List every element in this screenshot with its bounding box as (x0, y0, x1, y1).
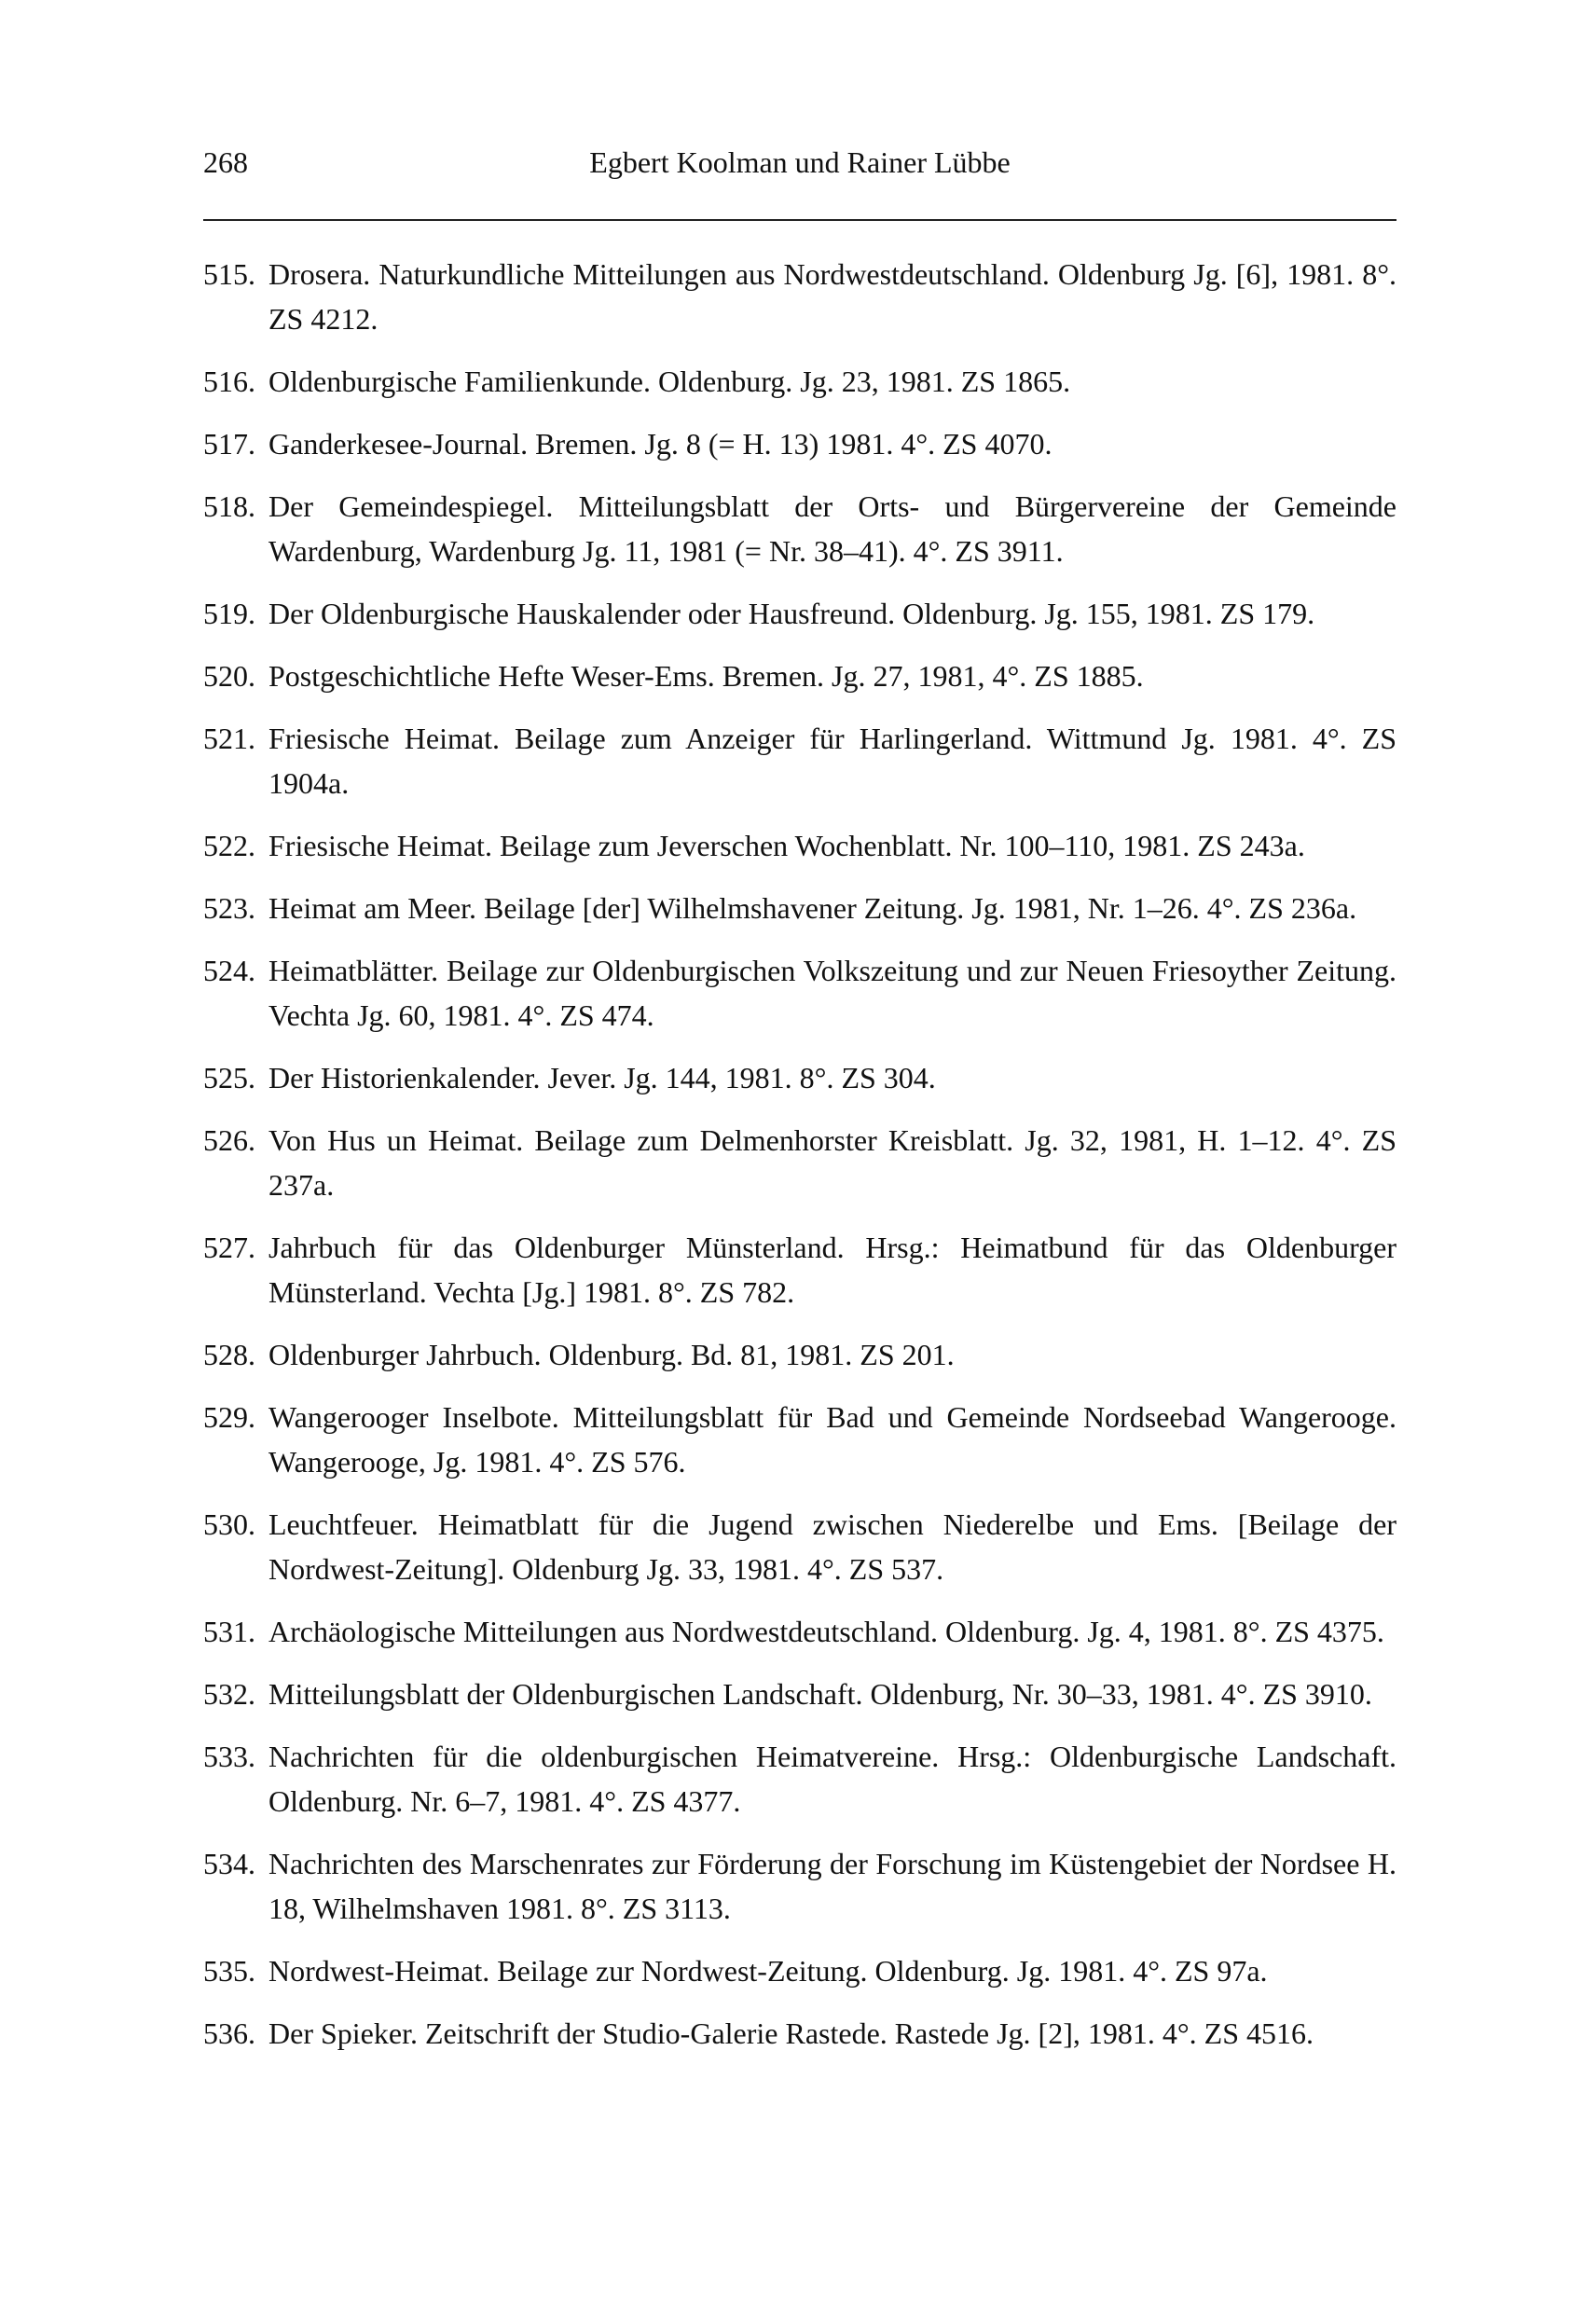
bibliography-list (203, 252, 1396, 2073)
bibliography-entry-533 (203, 1734, 1396, 1823)
bibliography-entry-516 (203, 359, 1396, 404)
entry-text: Leuchtfeuer. Heimatblatt für die Jugend zwischen Niederelbe und Ems. [Beilage der Nordwest-Zeitung]. Oldenburg Jg. 33, 1981. 4°. ZS 537. (268, 1507, 1396, 1586)
entry-text: Wangerooger Inselbote. Mitteilungsblatt für Bad und Gemeinde Nordseebad Wangerooge. Wangerooge, Jg. 1981. 4°. ZS 576. (268, 1400, 1396, 1479)
entry-text: Heimat am Meer. Beilage [der] Wilhelmshavener Zeitung. Jg. 1981, Nr. 1–26. 4°. ZS 236a. (268, 891, 1357, 925)
entry-text: Oldenburger Jahrbuch. Oldenburg. Bd. 81, 1981. ZS 201. (268, 1338, 955, 1371)
entry-number: 536. (203, 2016, 255, 2050)
entry-number: 515. (203, 257, 255, 291)
entry-number: 517. (203, 427, 255, 461)
bibliography-entry-529 (203, 1395, 1396, 1484)
entry-number: 516. (203, 365, 255, 398)
entry-text: Friesische Heimat. Beilage zum Anzeiger für Harlingerland. Wittmund Jg. 1981. 4°. ZS 1904a. (268, 722, 1396, 800)
bibliography-entry-525 (203, 1055, 1396, 1100)
entry-text: Nordwest-Heimat. Beilage zur Nordwest-Zeitung. Oldenburg. Jg. 1981. 4°. ZS 97a. (268, 1954, 1268, 1988)
entry-text: Heimatblätter. Beilage zur Oldenburgischen Volkszeitung und zur Neuen Friesoyther Zeitung. Vechta Jg. 60, 1981. 4°. ZS 474. (268, 954, 1396, 1032)
entry-text: Archäologische Mitteilungen aus Nordwestdeutschland. Oldenburg. Jg. 4, 1981. 8°. ZS 4375. (268, 1615, 1384, 1648)
entry-number: 523. (203, 891, 255, 925)
bibliography-entry-526 (203, 1118, 1396, 1207)
entry-text: Der Oldenburgische Hauskalender oder Hausfreund. Oldenburg. Jg. 155, 1981. ZS 179. (268, 597, 1315, 630)
entry-number: 533. (203, 1740, 255, 1773)
entry-number: 527. (203, 1231, 255, 1264)
entry-text: Von Hus un Heimat. Beilage zum Delmenhorster Kreisblatt. Jg. 32, 1981, H. 1–12. 4°. ZS 237a. (268, 1123, 1396, 1202)
entry-text: Drosera. Naturkundliche Mitteilungen aus Nordwestdeutschland. Oldenburg Jg. [6], 1981. 8°. ZS 4212. (268, 257, 1396, 336)
entry-text: Mitteilungsblatt der Oldenburgischen Landschaft. Oldenburg, Nr. 30–33, 1981. 4°. ZS 3910. (268, 1677, 1372, 1711)
bibliography-entry-519 (203, 591, 1396, 636)
entry-number: 526. (203, 1123, 255, 1157)
entry-text: Der Spieker. Zeitschrift der Studio-Galerie Rastede. Rastede Jg. [2], 1981. 4°. ZS 4516. (268, 2016, 1314, 2050)
entry-number: 532. (203, 1677, 255, 1711)
entry-number: 522. (203, 829, 255, 862)
bibliography-entry-517 (203, 421, 1396, 466)
entry-text: Der Gemeindespiegel. Mitteilungsblatt der Orts- und Bürgervereine der Gemeinde Wardenburg, Wardenburg Jg. 11, 1981 (= Nr. 38–41). 4°. ZS 3911. (268, 489, 1396, 568)
entry-number: 531. (203, 1615, 255, 1648)
entry-number: 535. (203, 1954, 255, 1988)
bibliography-entry-520 (203, 654, 1396, 698)
bibliography-entry-522 (203, 823, 1396, 868)
bibliography-entry-534 (203, 1841, 1396, 1931)
entry-number: 524. (203, 954, 255, 987)
running-title: Egbert Koolman und Rainer Lübbe (589, 145, 1011, 179)
entry-text: Ganderkesee-Journal. Bremen. Jg. 8 (= H. 13) 1981. 4°. ZS 4070. (268, 427, 1053, 461)
page-number: 268 (203, 145, 248, 179)
bibliography-entry-536 (203, 2011, 1396, 2056)
entry-text: Nachrichten des Marschenrates zur Förderung der Forschung im Küstengebiet der Nordsee H. 18, Wilhelmshaven 1981. 8°. ZS 3113. (268, 1847, 1396, 1925)
entry-number: 520. (203, 659, 255, 693)
bibliography-entry-524 (203, 948, 1396, 1038)
bibliography-entry-530 (203, 1502, 1396, 1591)
header-rule (203, 219, 1396, 221)
bibliography-entry-518 (203, 484, 1396, 573)
entry-number: 530. (203, 1507, 255, 1541)
entry-number: 534. (203, 1847, 255, 1880)
bibliography-entry-535 (203, 1948, 1396, 1993)
entry-number: 528. (203, 1338, 255, 1371)
bibliography-entry-528 (203, 1332, 1396, 1377)
entry-number: 529. (203, 1400, 255, 1434)
entry-text: Friesische Heimat. Beilage zum Jeverschen Wochenblatt. Nr. 100–110, 1981. ZS 243a. (268, 829, 1305, 862)
page-header (203, 132, 1396, 192)
entry-text: Oldenburgische Familienkunde. Oldenburg. Jg. 23, 1981. ZS 1865. (268, 365, 1071, 398)
entry-text: Postgeschichtliche Hefte Weser-Ems. Bremen. Jg. 27, 1981, 4°. ZS 1885. (268, 659, 1144, 693)
entry-number: 525. (203, 1061, 255, 1094)
bibliography-entry-532 (203, 1672, 1396, 1716)
bibliography-entry-515 (203, 252, 1396, 341)
entry-text: Der Historienkalender. Jever. Jg. 144, 1981. 8°. ZS 304. (268, 1061, 936, 1094)
entry-number: 518. (203, 489, 255, 523)
entry-text: Nachrichten für die oldenburgischen Heimatvereine. Hrsg.: Oldenburgische Landschaft. Oldenburg. Nr. 6–7, 1981. 4°. ZS 4377. (268, 1740, 1396, 1818)
entry-text: Jahrbuch für das Oldenburger Münsterland. Hrsg.: Heimatbund für das Oldenburger Münsterland. Vechta [Jg.] 1981. 8°. ZS 782. (268, 1231, 1396, 1309)
bibliography-entry-527 (203, 1225, 1396, 1314)
entry-number: 519. (203, 597, 255, 630)
bibliography-entry-531 (203, 1609, 1396, 1654)
bibliography-entry-521 (203, 716, 1396, 805)
entry-number: 521. (203, 722, 255, 755)
bibliography-entry-523 (203, 886, 1396, 930)
